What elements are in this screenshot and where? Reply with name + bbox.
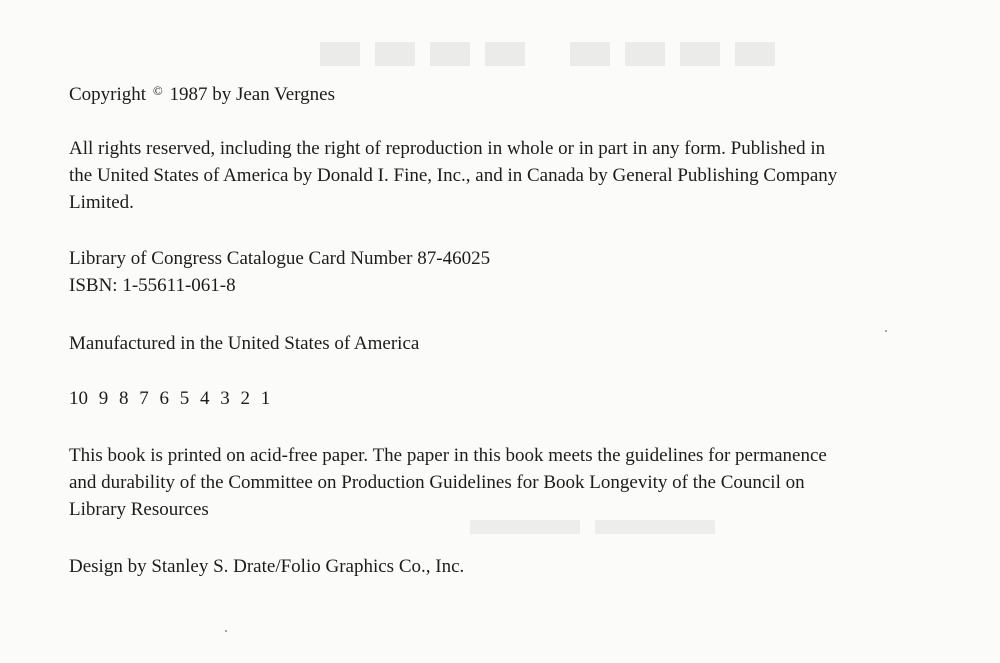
acid-free-line: Library Resources bbox=[69, 499, 209, 520]
rights-line: All rights reserved, including the right of reproduction in whole or in part in any form. Published in bbox=[69, 138, 826, 159]
rights-line: Limited. bbox=[69, 192, 134, 213]
copyright-notice bbox=[69, 77, 969, 108]
rights-line: the United States of America by Donald I. Fine, Inc., and in Canada by General Publishing Company bbox=[69, 165, 838, 186]
design-credit: Design by Stanley S. Drate/Folio Graphics Co., Inc. bbox=[69, 556, 465, 577]
copyright-holder: 1987 by Jean Vergnes bbox=[169, 84, 335, 105]
acid-free-paragraph bbox=[69, 442, 969, 523]
show-through-title bbox=[320, 40, 780, 70]
copyright-symbol: © bbox=[152, 83, 163, 98]
catalogue-number: Library of Congress Catalogue Card Number 87-46025 bbox=[69, 248, 491, 269]
paper-speck bbox=[225, 630, 227, 632]
rights-paragraph bbox=[69, 135, 969, 216]
isbn: ISBN: 1-55611-061-8 bbox=[69, 275, 236, 296]
acid-free-line: and durability of the Committee on Production Guidelines for Book Longevity of the Council on bbox=[69, 472, 805, 493]
printing-line: 10 9 8 7 6 5 4 3 2 1 bbox=[69, 388, 271, 409]
copyright-prefix: Copyright bbox=[69, 84, 147, 105]
acid-free-line: This book is printed on acid-free paper. The paper in this book meets the guidelines for permanence bbox=[69, 445, 827, 466]
manufactured-notice: Manufactured in the United States of America bbox=[69, 333, 420, 354]
